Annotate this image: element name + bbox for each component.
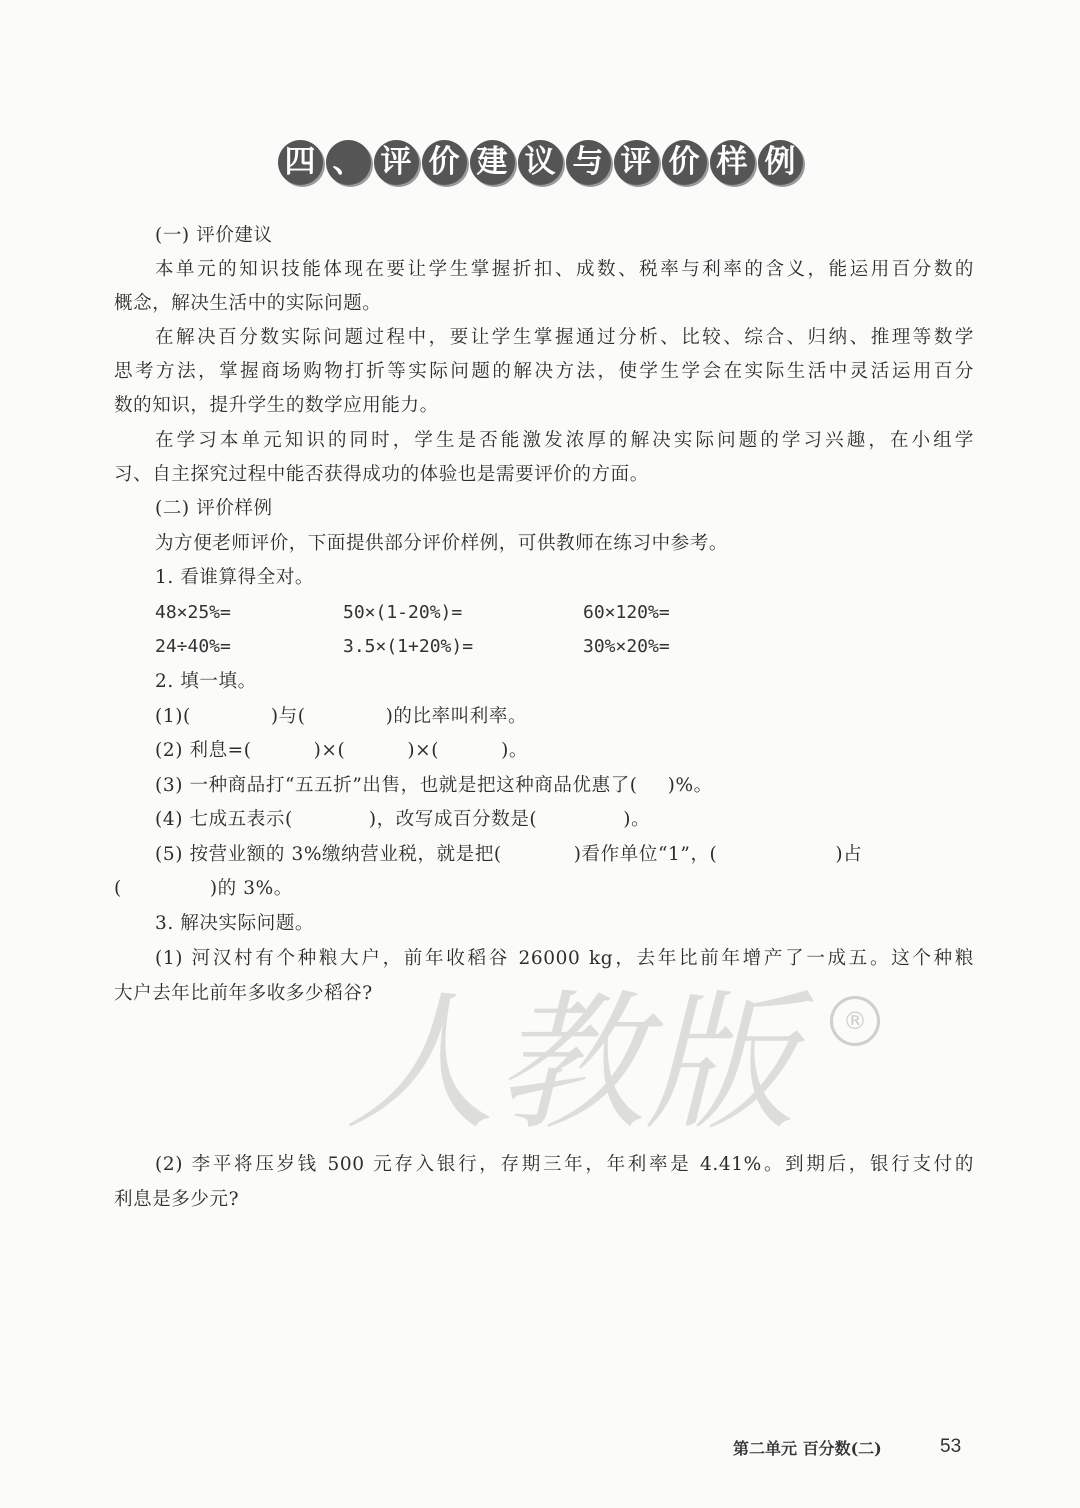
section-heading-evaluation-suggestions: (一) 评价建议 bbox=[155, 225, 273, 246]
text: )×( bbox=[407, 740, 440, 761]
paragraph-line: 思考方法，掌握商场购物打折等实际问题的解决方法，使学生学会在实际生活中灵活运用百分 bbox=[114, 361, 974, 382]
text: )。 bbox=[501, 740, 529, 761]
calc-item: 48×25%= bbox=[155, 602, 231, 623]
title-char: 评 bbox=[614, 140, 659, 185]
text: )的 3%。 bbox=[209, 878, 293, 899]
text: )%。 bbox=[667, 775, 713, 796]
page-number: 53 bbox=[940, 1436, 962, 1457]
question-3-heading: 3. 解决实际问题。 bbox=[155, 913, 315, 934]
title-char: 建 bbox=[470, 140, 515, 185]
text: )。 bbox=[623, 809, 651, 830]
paragraph-line: 本单元的知识技能体现在要让学生掌握折扣、成数、税率与利率的含义，能运用百分数的 bbox=[155, 259, 974, 280]
text: )，改写成百分数是( bbox=[368, 809, 538, 830]
page-title bbox=[0, 140, 1080, 185]
paragraph-line: 在解决百分数实际问题过程中，要让学生掌握通过分析、比较、综合、归纳、推理等数学 bbox=[155, 327, 974, 348]
title-char: 样 bbox=[710, 140, 755, 185]
calc-item: 24÷40%= bbox=[155, 636, 231, 657]
text: )的比率叫利率。 bbox=[385, 706, 528, 727]
paragraph-line: 数的知识，提升学生的数学应用能力。 bbox=[114, 395, 439, 416]
fill-item-5 bbox=[155, 841, 974, 869]
fill-item-1 bbox=[155, 703, 974, 731]
calc-item: 3.5×(1+20%)= bbox=[343, 636, 474, 657]
calc-item: 60×120%= bbox=[583, 602, 670, 623]
title-char: 价 bbox=[422, 140, 467, 185]
text: (1)( bbox=[155, 706, 191, 727]
title-char: 评 bbox=[374, 140, 419, 185]
text: ( bbox=[114, 878, 122, 899]
calc-item: 30%×20%= bbox=[583, 636, 670, 657]
calc-item: 50×(1-20%)= bbox=[343, 602, 463, 623]
footer-chapter-label: 第二单元 百分数(二) bbox=[733, 1439, 882, 1458]
title-char: 、 bbox=[326, 140, 371, 185]
title-char: 例 bbox=[758, 140, 803, 185]
fill-item-2 bbox=[155, 737, 974, 765]
fill-item-5-continued bbox=[114, 875, 974, 903]
text: (2) 利息=( bbox=[155, 740, 252, 761]
title-char: 四 bbox=[278, 140, 323, 185]
section-heading-evaluation-examples: (二) 评价样例 bbox=[155, 498, 273, 519]
fill-item-4 bbox=[155, 806, 974, 834]
text: (3) 一种商品打“五五折”出售，也就是把这种商品优惠了( bbox=[155, 775, 638, 796]
problem-2-line: 利息是多少元? bbox=[114, 1189, 240, 1210]
problem-1-line: (1) 河汉村有个种粮大户，前年收稻谷 26000 kg，去年比前年增产了一成五。这个种粮 bbox=[155, 948, 974, 969]
problem-2-line: (2) 李平将压岁钱 500 元存入银行，存期三年，年利率是 4.41%。到期后，银行支付的 bbox=[155, 1154, 974, 1175]
text: )×( bbox=[313, 740, 346, 761]
registered-mark-icon: ® bbox=[830, 996, 880, 1046]
watermark-logo bbox=[270, 985, 870, 1145]
text: )与( bbox=[270, 706, 306, 727]
title-char: 价 bbox=[662, 140, 707, 185]
intro-line: 为方便老师评价，下面提供部分评价样例，可供教师在练习中参考。 bbox=[155, 533, 729, 554]
watermark-text: 人教版 bbox=[344, 985, 796, 1145]
title-char: 议 bbox=[518, 140, 563, 185]
text: (5) 按营业额的 3%缴纳营业税，就是把( bbox=[155, 844, 502, 865]
fill-item-3 bbox=[155, 772, 974, 800]
problem-1-line: 大户去年比前年多收多少稻谷? bbox=[114, 983, 373, 1004]
paragraph-line: 习、自主探究过程中能否获得成功的体验也是需要评价的方面。 bbox=[114, 464, 649, 485]
question-2-heading: 2. 填一填。 bbox=[155, 671, 257, 692]
text: )占 bbox=[835, 844, 863, 865]
question-1-heading: 1. 看谁算得全对。 bbox=[155, 567, 315, 588]
text: )看作单位“1”，( bbox=[573, 844, 718, 865]
paragraph-line: 在学习本单元知识的同时，学生是否能激发浓厚的解决实际问题的学习兴趣，在小组学 bbox=[155, 430, 974, 451]
title-char: 与 bbox=[566, 140, 611, 185]
paragraph-line: 概念，解决生活中的实际问题。 bbox=[114, 293, 382, 314]
text: (4) 七成五表示( bbox=[155, 809, 293, 830]
